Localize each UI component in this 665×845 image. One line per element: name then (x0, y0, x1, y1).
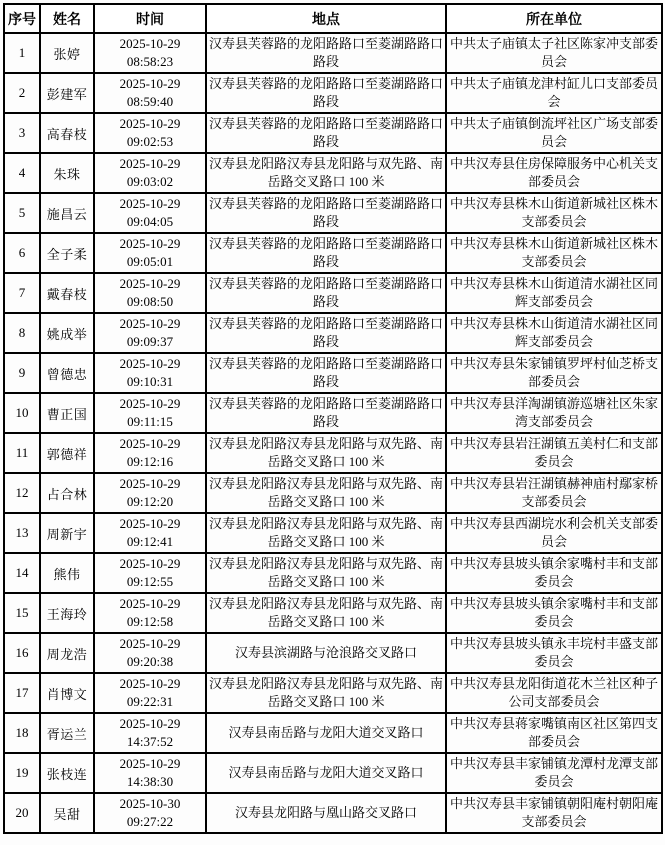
cell-name: 曹正国 (40, 393, 94, 433)
cell-no: 15 (4, 593, 40, 633)
cell-name: 占合林 (40, 473, 94, 513)
cell-time (94, 353, 206, 393)
table-row (4, 113, 662, 153)
cell-unit: 中共汉寿县西湖垸水利会机关支部委员会 (446, 513, 662, 553)
cell-time (94, 673, 206, 713)
cell-name: 戴春枝 (40, 273, 94, 313)
cell-clock-line: 08:58:23 (126, 54, 174, 69)
cell-unit: 中共汉寿县岩汪湖镇五美村仁和支部委员会 (446, 433, 662, 473)
cell-location: 汉寿县龙阳路与凰山路交叉路口 (206, 793, 446, 833)
cell-location: 汉寿县芙蓉路的龙阳路路口至菱湖路路口路段 (206, 33, 446, 73)
cell-no: 11 (4, 433, 40, 473)
table-row (4, 33, 662, 73)
cell-clock-line: 09:12:20 (126, 494, 174, 509)
cell-clock-line: 09:12:41 (126, 534, 174, 549)
cell-name: 张婷 (40, 33, 94, 73)
cell-location: 汉寿县龙阳路汉寿县龙阳路与双先路、南岳路交叉路口 100 米 (206, 153, 446, 193)
cell-location: 汉寿县龙阳路汉寿县龙阳路与双先路、南岳路交叉路口 100 米 (206, 433, 446, 473)
cell-date-line: 2025-10-29 (119, 156, 181, 171)
cell-no: 14 (4, 553, 40, 593)
cell-unit: 中共汉寿县住房保障服务中心机关支部委员会 (446, 153, 662, 193)
cell-location: 汉寿县龙阳路汉寿县龙阳路与双先路、南岳路交叉路口 100 米 (206, 513, 446, 553)
cell-no: 4 (4, 153, 40, 193)
table-row (4, 313, 662, 353)
cell-date-line: 2025-10-29 (119, 516, 181, 531)
cell-location: 汉寿县龙阳路汉寿县龙阳路与双先路、南岳路交叉路口 100 米 (206, 553, 446, 593)
cell-clock-line: 14:37:52 (126, 734, 174, 749)
cell-date-line: 2025-10-29 (119, 436, 181, 451)
cell-clock-line: 09:03:02 (126, 174, 174, 189)
cell-date-line: 2025-10-29 (119, 316, 181, 331)
cell-no: 12 (4, 473, 40, 513)
cell-time (94, 193, 206, 233)
cell-name: 彭建军 (40, 73, 94, 113)
table-row (4, 233, 662, 273)
cell-unit: 中共汉寿县株木山街道清水湖社区同辉支部委员会 (446, 313, 662, 353)
cell-no: 3 (4, 113, 40, 153)
cell-clock-line: 09:27:22 (126, 814, 174, 829)
cell-no: 8 (4, 313, 40, 353)
cell-date-line: 2025-10-29 (119, 396, 181, 411)
cell-no: 2 (4, 73, 40, 113)
cell-clock-line: 09:11:15 (127, 414, 173, 429)
column-header-time: 时间 (94, 4, 206, 33)
cell-time (94, 73, 206, 113)
cell-date-line: 2025-10-29 (119, 556, 181, 571)
cell-time (94, 713, 206, 753)
cell-date-line: 2025-10-29 (119, 676, 181, 691)
cell-name: 周新宇 (40, 513, 94, 553)
column-header-location: 地点 (206, 4, 446, 33)
cell-location: 汉寿县龙阳路汉寿县龙阳路与双先路、南岳路交叉路口 100 米 (206, 673, 446, 713)
cell-name: 周龙浩 (40, 633, 94, 673)
table-header-row (4, 4, 662, 33)
cell-clock-line: 09:05:01 (126, 254, 174, 269)
cell-location: 汉寿县南岳路与龙阳大道交叉路口 (206, 713, 446, 753)
cell-no: 10 (4, 393, 40, 433)
cell-location: 汉寿县芙蓉路的龙阳路路口至菱湖路路口路段 (206, 233, 446, 273)
cell-time (94, 633, 206, 673)
table-row (4, 553, 662, 593)
cell-name: 曾德忠 (40, 353, 94, 393)
cell-time (94, 153, 206, 193)
table-row (4, 793, 662, 833)
cell-date-line: 2025-10-29 (119, 116, 181, 131)
cell-name: 胥运兰 (40, 713, 94, 753)
column-header-no: 序号 (4, 4, 40, 33)
cell-clock-line: 08:59:40 (126, 94, 174, 109)
cell-location: 汉寿县芙蓉路的龙阳路路口至菱湖路路口路段 (206, 193, 446, 233)
table-row (4, 713, 662, 753)
cell-name: 姚成举 (40, 313, 94, 353)
cell-location: 汉寿县芙蓉路的龙阳路路口至菱湖路路口路段 (206, 73, 446, 113)
cell-unit: 中共太子庙镇龙津村缸儿口支部委员会 (446, 73, 662, 113)
cell-location: 汉寿县龙阳路汉寿县龙阳路与双先路、南岳路交叉路口 100 米 (206, 473, 446, 513)
cell-clock-line: 09:09:37 (126, 334, 174, 349)
cell-location: 汉寿县芙蓉路的龙阳路路口至菱湖路路口路段 (206, 113, 446, 153)
cell-no: 1 (4, 33, 40, 73)
cell-clock-line: 09:10:31 (126, 374, 174, 389)
cell-unit: 中共汉寿县坡头镇永丰垸村丰盛支部委员会 (446, 633, 662, 673)
cell-unit: 中共汉寿县岩汪湖镇赫神庙村鄢家桥支部委员会 (446, 473, 662, 513)
cell-time (94, 233, 206, 273)
table-row (4, 633, 662, 673)
cell-no: 9 (4, 353, 40, 393)
cell-unit: 中共汉寿县株木山街道清水湖社区同辉支部委员会 (446, 273, 662, 313)
cell-date-line: 2025-10-29 (119, 476, 181, 491)
cell-name: 肖博文 (40, 673, 94, 713)
cell-time (94, 313, 206, 353)
cell-name: 高春枝 (40, 113, 94, 153)
cell-name: 郭德祥 (40, 433, 94, 473)
cell-clock-line: 09:12:16 (126, 454, 174, 469)
cell-name: 王海玲 (40, 593, 94, 633)
table-row (4, 473, 662, 513)
cell-no: 16 (4, 633, 40, 673)
cell-date-line: 2025-10-29 (119, 276, 181, 291)
table-row (4, 73, 662, 113)
column-header-name: 姓名 (40, 4, 94, 33)
cell-time (94, 433, 206, 473)
cell-time (94, 473, 206, 513)
cell-location: 汉寿县芙蓉路的龙阳路路口至菱湖路路口路段 (206, 313, 446, 353)
cell-no: 13 (4, 513, 40, 553)
cell-unit: 中共太子庙镇倒流坪社区广场支部委员会 (446, 113, 662, 153)
table-row (4, 433, 662, 473)
cell-unit: 中共汉寿县坡头镇余家嘴村丰和支部委员会 (446, 593, 662, 633)
cell-name: 全子柔 (40, 233, 94, 273)
cell-no: 20 (4, 793, 40, 833)
table-row (4, 513, 662, 553)
table-row (4, 153, 662, 193)
cell-no: 7 (4, 273, 40, 313)
cell-location: 汉寿县芙蓉路的龙阳路路口至菱湖路路口路段 (206, 393, 446, 433)
cell-date-line: 2025-10-29 (119, 236, 181, 251)
cell-unit: 中共汉寿县株木山街道新城社区株木支部委员会 (446, 193, 662, 233)
cell-unit: 中共汉寿县洋淘湖镇游巡塘社区朱家湾支部委员会 (446, 393, 662, 433)
cell-no: 18 (4, 713, 40, 753)
table-row (4, 193, 662, 233)
cell-clock-line: 09:12:55 (126, 574, 174, 589)
cell-unit: 中共汉寿县朱家铺镇罗坪村仙芝桥支部委员会 (446, 353, 662, 393)
cell-location: 汉寿县滨湖路与沧浪路交叉路口 (206, 633, 446, 673)
table-row (4, 393, 662, 433)
cell-clock-line: 14:38:30 (126, 774, 174, 789)
cell-no: 5 (4, 193, 40, 233)
table-row (4, 273, 662, 313)
column-header-unit: 所在单位 (446, 4, 662, 33)
cell-clock-line: 09:20:38 (126, 654, 174, 669)
cell-time (94, 113, 206, 153)
table-row (4, 593, 662, 633)
cell-unit: 中共汉寿县蒋家嘴镇南区社区第四支部委员会 (446, 713, 662, 753)
cell-location: 汉寿县芙蓉路的龙阳路路口至菱湖路路口路段 (206, 353, 446, 393)
cell-unit: 中共汉寿县丰家铺镇朝阳庵村朝阳庵支部委员会 (446, 793, 662, 833)
cell-unit: 中共汉寿县坡头镇余家嘴村丰和支部委员会 (446, 553, 662, 593)
cell-name: 熊伟 (40, 553, 94, 593)
cell-time (94, 793, 206, 833)
cell-date-line: 2025-10-29 (119, 356, 181, 371)
cell-clock-line: 09:02:53 (126, 134, 174, 149)
cell-time (94, 33, 206, 73)
cell-date-line: 2025-10-30 (119, 796, 181, 811)
table-row (4, 353, 662, 393)
cell-unit: 中共汉寿县龙阳街道花木兰社区种子公司支部委员会 (446, 673, 662, 713)
cell-date-line: 2025-10-29 (119, 196, 181, 211)
cell-time (94, 753, 206, 793)
cell-location: 汉寿县芙蓉路的龙阳路路口至菱湖路路口路段 (206, 273, 446, 313)
cell-date-line: 2025-10-29 (119, 756, 181, 771)
cell-date-line: 2025-10-29 (119, 636, 181, 651)
cell-location: 汉寿县南岳路与龙阳大道交叉路口 (206, 753, 446, 793)
cell-no: 19 (4, 753, 40, 793)
cell-date-line: 2025-10-29 (119, 716, 181, 731)
cell-unit: 中共太子庙镇太子社区陈家冲支部委员会 (446, 33, 662, 73)
cell-unit: 中共汉寿县丰家铺镇龙潭村龙潭支部委员会 (446, 753, 662, 793)
table-row (4, 673, 662, 713)
cell-name: 吴甜 (40, 793, 94, 833)
cell-date-line: 2025-10-29 (119, 76, 181, 91)
cell-clock-line: 09:08:50 (126, 294, 174, 309)
cell-time (94, 553, 206, 593)
cell-time (94, 273, 206, 313)
cell-clock-line: 09:04:05 (126, 214, 174, 229)
roster-table (3, 3, 663, 834)
cell-name: 朱珠 (40, 153, 94, 193)
cell-date-line: 2025-10-29 (119, 596, 181, 611)
cell-unit: 中共汉寿县株木山街道新城社区株木支部委员会 (446, 233, 662, 273)
cell-name: 施昌云 (40, 193, 94, 233)
cell-no: 17 (4, 673, 40, 713)
cell-clock-line: 09:12:58 (126, 614, 174, 629)
cell-time (94, 513, 206, 553)
cell-name: 张枝连 (40, 753, 94, 793)
cell-time (94, 593, 206, 633)
cell-time (94, 393, 206, 433)
table-row (4, 753, 662, 793)
cell-clock-line: 09:22:31 (126, 694, 174, 709)
cell-location: 汉寿县龙阳路汉寿县龙阳路与双先路、南岳路交叉路口 100 米 (206, 593, 446, 633)
cell-date-line: 2025-10-29 (119, 36, 181, 51)
cell-no: 6 (4, 233, 40, 273)
